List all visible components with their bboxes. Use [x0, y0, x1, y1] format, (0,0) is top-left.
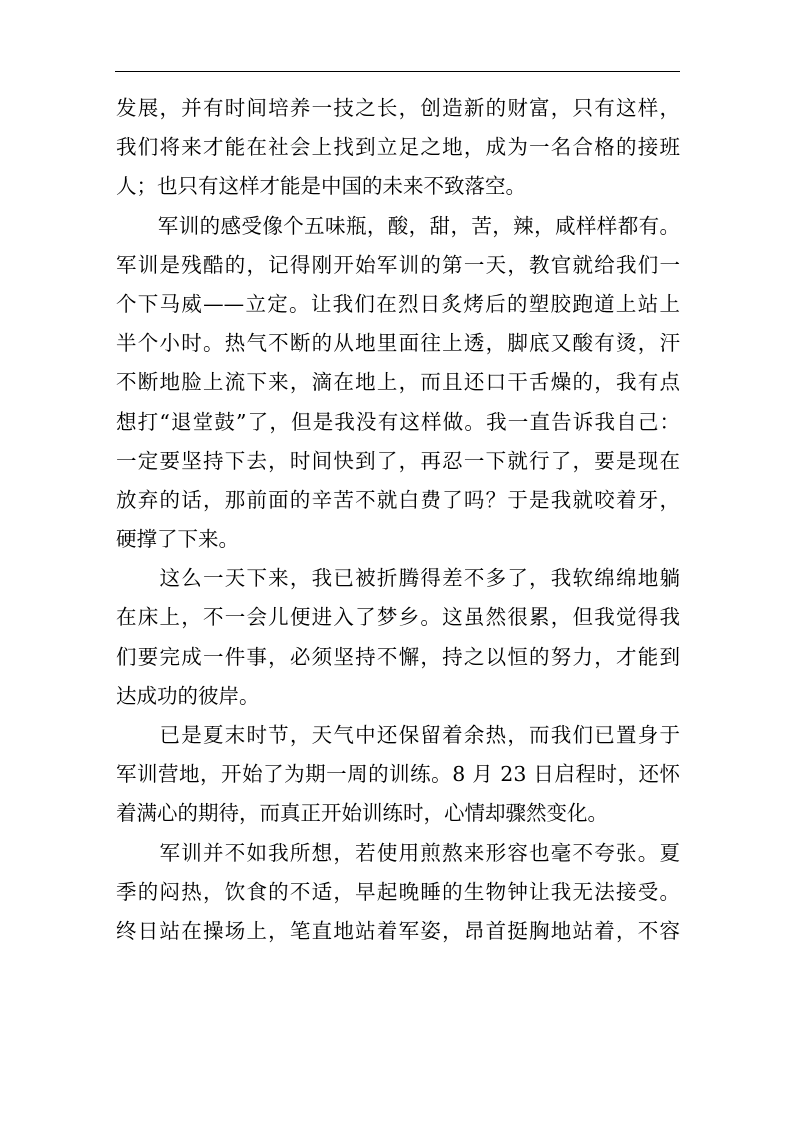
body-text: [116, 89, 680, 951]
text-line: 军训营地，开始了为期一周的训练。8 月 23 日启程时，还怀: [116, 762, 680, 787]
text-line: 已是夏末时节，天气中还保留着余热，而我们已置身于: [116, 723, 680, 747]
text-line: 们要完成一件事，必须坚持不懈，持之以恒的努力，才能到: [116, 644, 680, 669]
text-line: 人；也只有这样才能是中国的未来不致落空。: [116, 174, 526, 199]
text-line: 军训并不如我所想，若使用煎熬来形容也毫不夸张。夏: [116, 840, 680, 865]
text-line: 不断地脸上流下来，滴在地上，而且还口干舌燥的，我有点: [116, 370, 680, 395]
text-line: 这么一天下来，我已被折腾得差不多了，我软绵绵地躺: [116, 566, 680, 591]
text-line: 我们将来才能在社会上找到立足之地，成为一名合格的接班: [116, 135, 680, 160]
text-line: 个下马威——立定。让我们在烈日炙烤后的塑胶跑道上站上: [116, 291, 680, 316]
text-line: 想打“退堂鼓”了，但是我没有这样做。我一直告诉我自己：: [116, 409, 680, 434]
text-line: 在床上，不一会儿便进入了梦乡。这虽然很累，但我觉得我: [116, 605, 680, 630]
text-line: 放弃的话，那前面的辛苦不就白费了吗？于是我就咬着牙，: [116, 487, 680, 512]
header-rule: [115, 71, 680, 72]
text-line: 季的闷热，饮食的不适，早起晚睡的生物钟让我无法接受。: [116, 879, 680, 904]
text-line: 半个小时。热气不断的从地里面往上透，脚底又酸有烫，汗: [116, 331, 680, 356]
text-line: 军训的感受像个五味瓶，酸，甜，苦，辣，咸样样都有。: [116, 213, 680, 238]
text-line: 硬撑了下来。: [116, 527, 239, 552]
text-line: 着满心的期待，而真正开始训练时，心情却骤然变化。: [116, 801, 608, 826]
text-line: 军训是残酷的，记得刚开始军训的第一天，教官就给我们一: [116, 252, 680, 277]
text-line: 一定要坚持下去，时间快到了，再忍一下就行了，要是现在: [116, 448, 680, 473]
text-line: 达成功的彼岸。: [116, 683, 260, 708]
text-line: 终日站在操场上，笔直地站着军姿，昂首挺胸地站着，不容: [116, 918, 680, 943]
text-line: 发展，并有时间培养一技之长，创造新的财富，只有这样，: [116, 96, 680, 120]
